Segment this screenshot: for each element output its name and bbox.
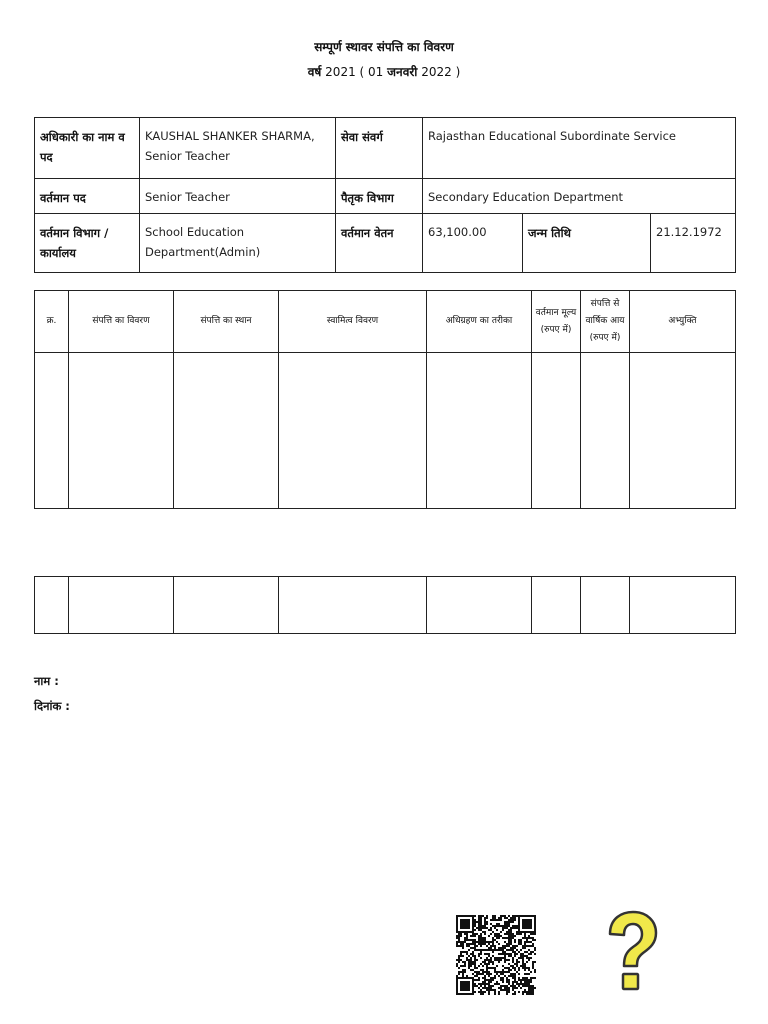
current-dept-value: School Education Department(Admin) [140,214,336,273]
service-cadre-value: Rajasthan Educational Subordinate Service [423,118,736,179]
year-line [0,63,768,80]
asset-table [34,290,736,509]
year-end: 2022 ) [421,65,461,79]
year-text: 2021 ( 01 [325,65,384,79]
total-table [34,576,736,634]
col-acquisition: अधिग्रहण का तरीका [427,291,532,353]
asset-table-header [35,291,736,353]
year-label: वर्ष [307,65,322,79]
officer-name-label: अधिकारी का नाम व पद [35,118,140,179]
footer-date-label: दिनांक : [34,699,70,713]
col-current-value [532,291,581,353]
page-title: सम्पूर्ण स्थावर संपत्ति का विवरण [314,40,454,54]
officer-name-value: KAUSHAL SHANKER SHARMA, Senior Teacher [140,118,336,179]
col-annual-income-line3: (रुपए में) [589,333,621,343]
col-annual-income-line1: संपत्ति से [590,299,620,309]
parent-dept-label: पैतृक विभाग [336,179,423,214]
qr-code-icon [456,915,536,995]
col-current-value-line1: वर्तमान मूल्य [535,307,577,318]
parent-dept-value: Secondary Education Department [423,179,736,214]
officer-info-table [34,117,736,273]
current-post-value: Senior Teacher [140,179,336,214]
col-location: संपत्ति का स्थान [174,291,279,353]
current-dept-label: वर्तमान विभाग / कार्यालय [35,214,140,273]
table-row [35,353,736,509]
current-salary-label: वर्तमान वेतन [336,214,423,273]
dob-value: 21.12.1972 [651,214,736,273]
col-remarks: अभ्युक्ति [630,291,736,353]
col-serial: क्र. [35,291,69,353]
current-post-label: वर्तमान पद [35,179,140,214]
service-cadre-label: सेवा संवर्ग [336,118,423,179]
col-description: संपत्ति का विवरण [69,291,174,353]
table-row [35,577,736,634]
footer-name-label: नाम : [34,674,59,688]
col-annual-income [581,291,630,353]
col-ownership: स्वामित्व विवरण [279,291,427,353]
current-salary-value: 63,100.00 [423,214,523,273]
col-annual-income-line2: वार्षिक आय [585,316,625,326]
col-current-value-line2: (रुपए में) [540,324,572,335]
dob-label: जन्म तिथि [523,214,651,273]
year-month: जनवरी [387,65,418,79]
question-mark-icon [598,908,666,998]
